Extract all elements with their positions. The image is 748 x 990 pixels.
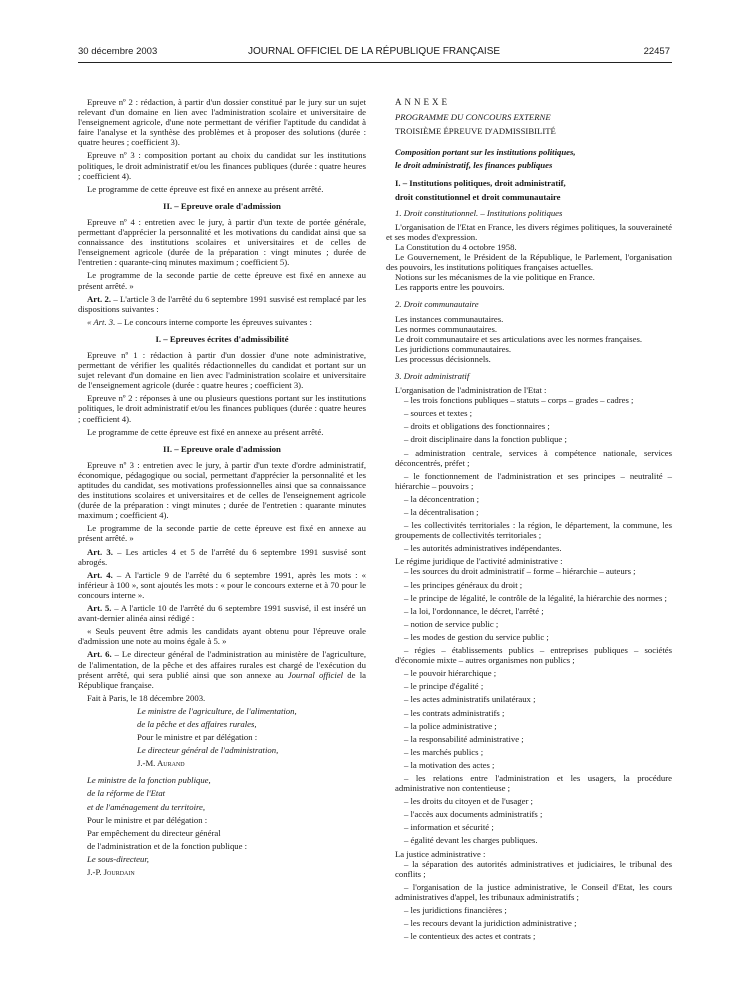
annex-title: ANNEXE — [395, 97, 450, 107]
section-heading: II. – Epreuve orale d'admission — [163, 443, 281, 454]
list-item: – les modes de gestion du service public ; — [404, 631, 549, 642]
signatory-title: de la réforme de l'Etat — [87, 788, 166, 799]
list-item: – le principe de légalité, le contrôle de la légalité, la hiérarchie des normes ; — [404, 592, 667, 603]
paragraph: Epreuve nº 2 : réponses à une ou plusieurs questions portant sur les institutions politiques, le droit administratif et/ou les finances publiques (durée : quatre heures ; coefficient 4). — [78, 393, 366, 424]
signatory-title: Le ministre de la fonction publique, — [87, 775, 211, 786]
epreuve-title: TROISIÈME ÉPREUVE D'ADMISSIBILITÉ — [395, 126, 556, 137]
list-item: – la motivation des actes ; — [404, 759, 495, 770]
list-heading: Le régime juridique de l'activité administrative : — [395, 556, 563, 567]
signatory-title: et de l'aménagement du territoire, — [87, 801, 206, 812]
list-item: – les sources du droit administratif – forme – hiérarchie – auteurs ; — [404, 566, 636, 577]
signatory-title: Le ministre de l'agriculture, de l'alimentation, — [137, 705, 297, 716]
section-heading: droit constitutionnel et droit communautaire — [395, 191, 561, 202]
paragraph: Les instances communautaires. — [395, 313, 504, 324]
list-item: – droits et obligations des fonctionnaires ; — [404, 421, 550, 432]
page-header — [78, 46, 670, 62]
paragraph: Les rapports entre les pouvoirs. — [395, 282, 505, 293]
list-heading: La justice administrative : — [395, 848, 486, 859]
regime-list — [386, 566, 672, 845]
paragraph: Les processus décisionnels. — [395, 353, 491, 364]
article-4 — [78, 570, 366, 600]
list-item: – la séparation des autorités administratives et judiciaires, le tribunal des conflits ; — [395, 858, 672, 879]
list-item: – les contrats administratifs ; — [404, 707, 505, 718]
article-text: – Le concours interne comporte les épreuves suivantes : — [115, 316, 312, 327]
list-item: – les juridictions financières ; — [404, 905, 507, 915]
list-item: – les marchés publics ; — [404, 746, 484, 757]
list-item: – les principes généraux du droit ; — [404, 579, 523, 590]
list-item: – les collectivités territoriales : la région, le département, la commune, les groupements de collectivités territoriales ; — [395, 520, 672, 541]
section-heading: I. – Epreuves écrites d'admissibilité — [155, 333, 289, 344]
subsection-heading: 2. Droit communautaire — [395, 299, 479, 310]
programme-title: PROGRAMME DU CONCOURS EXTERNE — [395, 112, 551, 123]
article-3-quote — [78, 317, 366, 327]
list-item: – les trois fonctions publiques – statuts – corps – grades – cadres ; — [404, 395, 634, 406]
article-2 — [78, 294, 366, 314]
list-item: – le fonctionnement de l'administration et ses principes – neutralité – hiérarchie – pouvoirs ; — [395, 470, 672, 491]
paragraph: « Seuls peuvent être admis les candidats ayant obtenu pour l'épreuve orale d'admission une note au moins égale à 5. » — [78, 626, 366, 647]
article-text: – A l'article 9 de l'arrêté du 6 septembre 1991, après les mots : « inférieur à 100 », sont ajoutés les mots : « pour le concours externe et à 70 pour le concours interne ». — [78, 569, 366, 600]
list-item: – la déconcentration ; — [404, 493, 480, 504]
justice-list — [386, 859, 672, 942]
left-column — [78, 97, 366, 880]
paragraph: Le programme de cette épreuve est fixé en annexe au présent arrêté. — [87, 183, 324, 194]
article-text: – L'article 3 de l'arrêté du 6 septembre 1991 susvisé est remplacé par les dispositions suivantes : — [78, 293, 367, 314]
subsection-heading: 3. Droit administratif — [395, 370, 470, 381]
list-item: – régies – établissements publics – entreprises publiques – sociétés d'économie mixte – autres organismes non publics ; — [395, 645, 672, 666]
signature-block-1 — [128, 706, 366, 768]
paragraph: Epreuve nº 3 : composition portant au choix du candidat sur les institutions politiques, le droit administratif et/ou les finances publiques (durée : quatre heures ; coefficient 4). — [78, 150, 366, 181]
list-item: – sources et textes ; — [404, 408, 473, 419]
organisation-list — [386, 395, 672, 553]
list-item: – le pouvoir hiérarchique ; — [404, 668, 497, 679]
signatory-delegation: Par empêchement du directeur général — [87, 827, 221, 838]
article-text: – Les articles 4 et 5 de l'arrêté du 6 septembre 1991 susvisé sont abrogés. — [78, 546, 367, 567]
list-item: – l'accès aux documents administratifs ; — [404, 809, 543, 820]
signatory-delegation: Pour le ministre et par délégation : — [87, 814, 208, 825]
paragraph: Epreuve nº 4 : entretien avec le jury, à partir d'un texte de portée générale, permettant d'apprécier la personnalité et les motivations du candidat ainsi que sa connaissance des institutions scolaires et universitaires et de celles de l'enseignement agricole (durée de la préparation : vingt minutes ; durée de l'entretien : quarante-cinq minutes maximum ; coefficient 5). — [78, 216, 366, 268]
signature-date: Fait à Paris, le 18 décembre 2003. — [87, 692, 206, 703]
list-item: – administration centrale, services à compétence nationale, services déconcentrés, préfet ; — [395, 447, 672, 468]
list-item: – les recours devant la juridiction administrative ; — [404, 918, 577, 929]
list-heading: L'organisation de l'administration de l'Etat : — [395, 385, 547, 396]
list-item: – le contentieux des actes et contrats ; — [404, 931, 536, 942]
article-label: Art. 4. — [87, 569, 113, 580]
list-item: – les droits du citoyen et de l'usager ; — [404, 796, 533, 807]
paragraph: Epreuve nº 3 : entretien avec le jury, à partir d'un texte d'ordre administratif, économique, pédagogique ou social, permettant d'apprécier la personnalité et les aptitudes du candidat, ses motivations professionnelles ainsi que sa connaissance des institutions scolaires et universitaires et de celles de l'enseignement agricole (durée de la préparation : vingt minutes ; durée de l'entretien : quarante minutes maximum ; coefficient 4). — [78, 459, 366, 521]
paragraph: Epreuve nº 2 : rédaction, à partir d'un dossier constitué par le jury sur un sujet relevant d'un domaine en lien avec l'administration scolaire et universitaire de l'enseignement agricole, d'une note permettant de vérifier l'aptitude du candidat à faire l'analyse et la synthèse des problèmes et à proposer des solutions (durée : quatre heures ; coefficient 3). — [78, 97, 366, 148]
paragraph: La Constitution du 4 octobre 1958. — [395, 241, 517, 252]
signatory-name: J.-M. Aurand — [137, 758, 185, 769]
paragraph: Les juridictions communautaires. — [395, 343, 512, 354]
list-item: – droit disciplinaire dans la fonction publique ; — [404, 434, 567, 445]
list-item: – notion de service public ; — [404, 618, 499, 629]
paragraph: Les normes communautaires. — [395, 323, 498, 334]
signatory-name: J.-P. Jourdain — [87, 867, 135, 877]
paragraph: Epreuve nº 1 : rédaction à partir d'un dossier d'une note administrative, permettant de vérifier les qualités rédactionnelles du candidat et portant sur un sujet relevant d'un domaine en lien avec l'administration scolaire et universitaire de l'enseignement agricole (durée : quatre heures ; coefficient 3). — [78, 349, 366, 391]
list-item: – la loi, l'ordonnance, le décret, l'arrêté ; — [404, 605, 544, 616]
signature-block-2 — [78, 775, 278, 877]
list-item: – la responsabilité administrative ; — [404, 733, 524, 744]
paragraph: Le droit communautaire et ses articulations avec les normes françaises. — [395, 333, 643, 344]
list-item: – la décentralisation ; — [404, 507, 479, 517]
paragraph: L'organisation de l'Etat en France, les divers régimes politiques, la souveraineté et ses modes d'expression. — [386, 221, 672, 242]
issue-date: 30 décembre 2003 — [78, 46, 158, 57]
signatory-title: Le directeur général de l'administration, — [137, 745, 279, 756]
article-5 — [78, 603, 366, 623]
header-rule — [78, 62, 672, 63]
composition-title: Composition portant sur les institutions politiques, — [395, 147, 576, 158]
page-number: 22457 — [643, 46, 670, 57]
article-label: Art. 3. — [87, 546, 113, 557]
signatory-delegation: Pour le ministre et par délégation : — [137, 732, 258, 743]
list-item: – égalité devant les charges publiques. — [404, 835, 538, 846]
right-column — [386, 97, 672, 944]
section-heading: II. – Epreuve orale d'admission — [163, 200, 281, 211]
article-text: – Le directeur général de l'administration au ministère de l'agriculture, de l'alimentation, de la pêche et des affaires rurales est chargé de l'exécution du présent arrêté, qui sera publié ainsi que son annexe au — [78, 649, 366, 680]
article-3 — [78, 547, 366, 567]
list-item: – les autorités administratives indépendantes. — [404, 543, 562, 554]
list-item: – les relations entre l'administration et les usagers, la procédure administrative non contentieuse ; — [395, 772, 672, 794]
subsection-heading: 1. Droit constitutionnel. – Institutions politiques — [395, 207, 563, 218]
list-item: – le principe d'égalité ; — [404, 681, 484, 692]
paragraph: Le programme de la seconde partie de cette épreuve est fixé en annexe au présent arrêté. » — [78, 270, 366, 291]
journal-title: JOURNAL OFFICIEL DE LA RÉPUBLIQUE FRANÇAISE — [247, 46, 501, 57]
article-label: Art. 2. — [87, 293, 112, 304]
article-text: – A l'article 10 de l'arrêté du 6 septembre 1991 susvisé, il est inséré un avant-dernier alinéa ainsi rédigé : — [78, 603, 366, 624]
article-6 — [78, 649, 366, 689]
section-heading: I. – Institutions politiques, droit administratif, — [395, 178, 566, 189]
paragraph: Notions sur les mécanismes de la vie politique en France. — [395, 272, 595, 283]
article-text: de la République française. — [78, 669, 366, 690]
signatory-delegation: de l'administration et de la fonction publique : — [87, 840, 248, 851]
paragraph: Le Gouvernement, le Président de la République, le Parlement, l'organisation des pouvoirs, les institutions politiques françaises actuelles. — [386, 252, 672, 273]
paragraph: Le programme de la seconde partie de cette épreuve est fixé en annexe au présent arrêté. » — [78, 523, 366, 544]
list-item: – l'organisation de la justice administrative, le Conseil d'Etat, les cours administratives d'appel, les tribunaux administratifs ; — [395, 881, 672, 902]
list-item: – les actes administratifs unilatéraux ; — [404, 694, 536, 705]
list-item: – information et sécurité ; — [404, 822, 494, 833]
composition-title: le droit administratif, les finances publiques — [395, 160, 553, 171]
article-label: Art. 5. — [87, 603, 112, 614]
signatory-title: de la pêche et des affaires rurales, — [137, 718, 257, 729]
paragraph: Le programme de cette épreuve est fixé en annexe au présent arrêté. — [87, 426, 324, 437]
list-item: – la police administrative ; — [404, 720, 497, 731]
journal-name: Journal officiel — [287, 669, 344, 680]
article-label: « Art. 3. — [87, 316, 116, 327]
article-label: Art. 6. — [87, 649, 112, 660]
signatory-title: Le sous-directeur, — [87, 853, 149, 864]
